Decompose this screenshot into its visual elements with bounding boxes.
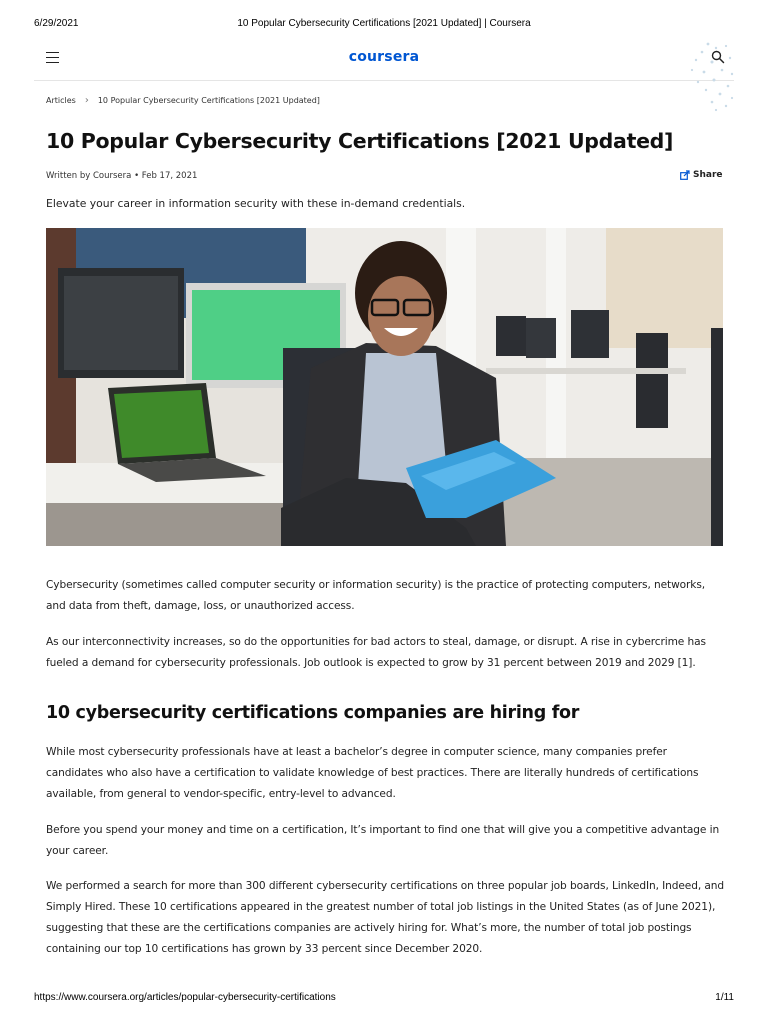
breadcrumb: [46, 95, 320, 106]
breadcrumb-articles-link[interactable]: Articles: [46, 96, 76, 105]
article-lede: Elevate your career in information security with these in-demand credentials.: [46, 197, 466, 210]
article-paragraph: As our interconnectivity increases, so do the opportunities for bad actors to steal, damage, or disrupt. A rise in cybercrime has fueled a demand for cybersecurity professionals. Job outlook is expected to grow by 31 percent between 2019 and 2029 [1].: [46, 636, 706, 669]
share-label: Share: [693, 170, 723, 180]
article-byline: Written by Coursera • Feb 17, 2021: [46, 171, 198, 181]
section-paragraph: Before you spend your money and time on a certification, It’s important to find one that will give you a competitive advantage in your career.: [46, 824, 720, 857]
print-page-number: 1/11: [715, 992, 734, 1003]
coursera-logo[interactable]: coursera: [348, 49, 420, 65]
page-title: 10 Popular Cybersecurity Certifications [2021 Updated]: [46, 129, 674, 153]
share-icon: [680, 170, 690, 180]
print-doc-title: 10 Popular Cybersecurity Certifications [2021 Updated] | Coursera: [237, 18, 531, 29]
hero-image: [46, 228, 723, 546]
decorative-dots: [686, 40, 736, 112]
print-header: [34, 18, 734, 32]
breadcrumb-current[interactable]: 10 Popular Cybersecurity Certifications [2021 Updated]: [97, 96, 320, 105]
print-date: 6/29/2021: [34, 18, 79, 29]
print-footer: [34, 992, 734, 1006]
chevron-right-icon: ›: [84, 95, 89, 106]
site-header: [34, 40, 734, 81]
section-heading: 10 cybersecurity certifications companies are hiring for: [46, 703, 580, 723]
section-paragraph: While most cybersecurity professionals have at least a bachelor’s degree in computer science, many companies prefer candidates who also have a certification to validate knowledge of best practices. There are literally hundreds of certifications available, from general to vendor-specific, entry-level to advanced.: [46, 746, 699, 800]
article-paragraph: Cybersecurity (sometimes called computer security or information security) is the practice of protecting computers, networks, and data from theft, damage, loss, or unauthorized access.: [46, 579, 706, 612]
section-paragraph: We performed a search for more than 300 different cybersecurity certifications on three popular job boards, LinkedIn, Indeed, and Simply Hired. These 10 certifications appeared in the greatest number of total job listings in the United States (as of June 2021), suggesting that these are the certifications companies are actively hiring for. What’s more, the number of total job postings containing our top 10 certifications has grown by 33 percent since December 2020.: [46, 880, 725, 955]
share-button[interactable]: [680, 170, 723, 180]
print-url: https://www.coursera.org/articles/popular-cybersecurity-certifications: [34, 992, 336, 1003]
